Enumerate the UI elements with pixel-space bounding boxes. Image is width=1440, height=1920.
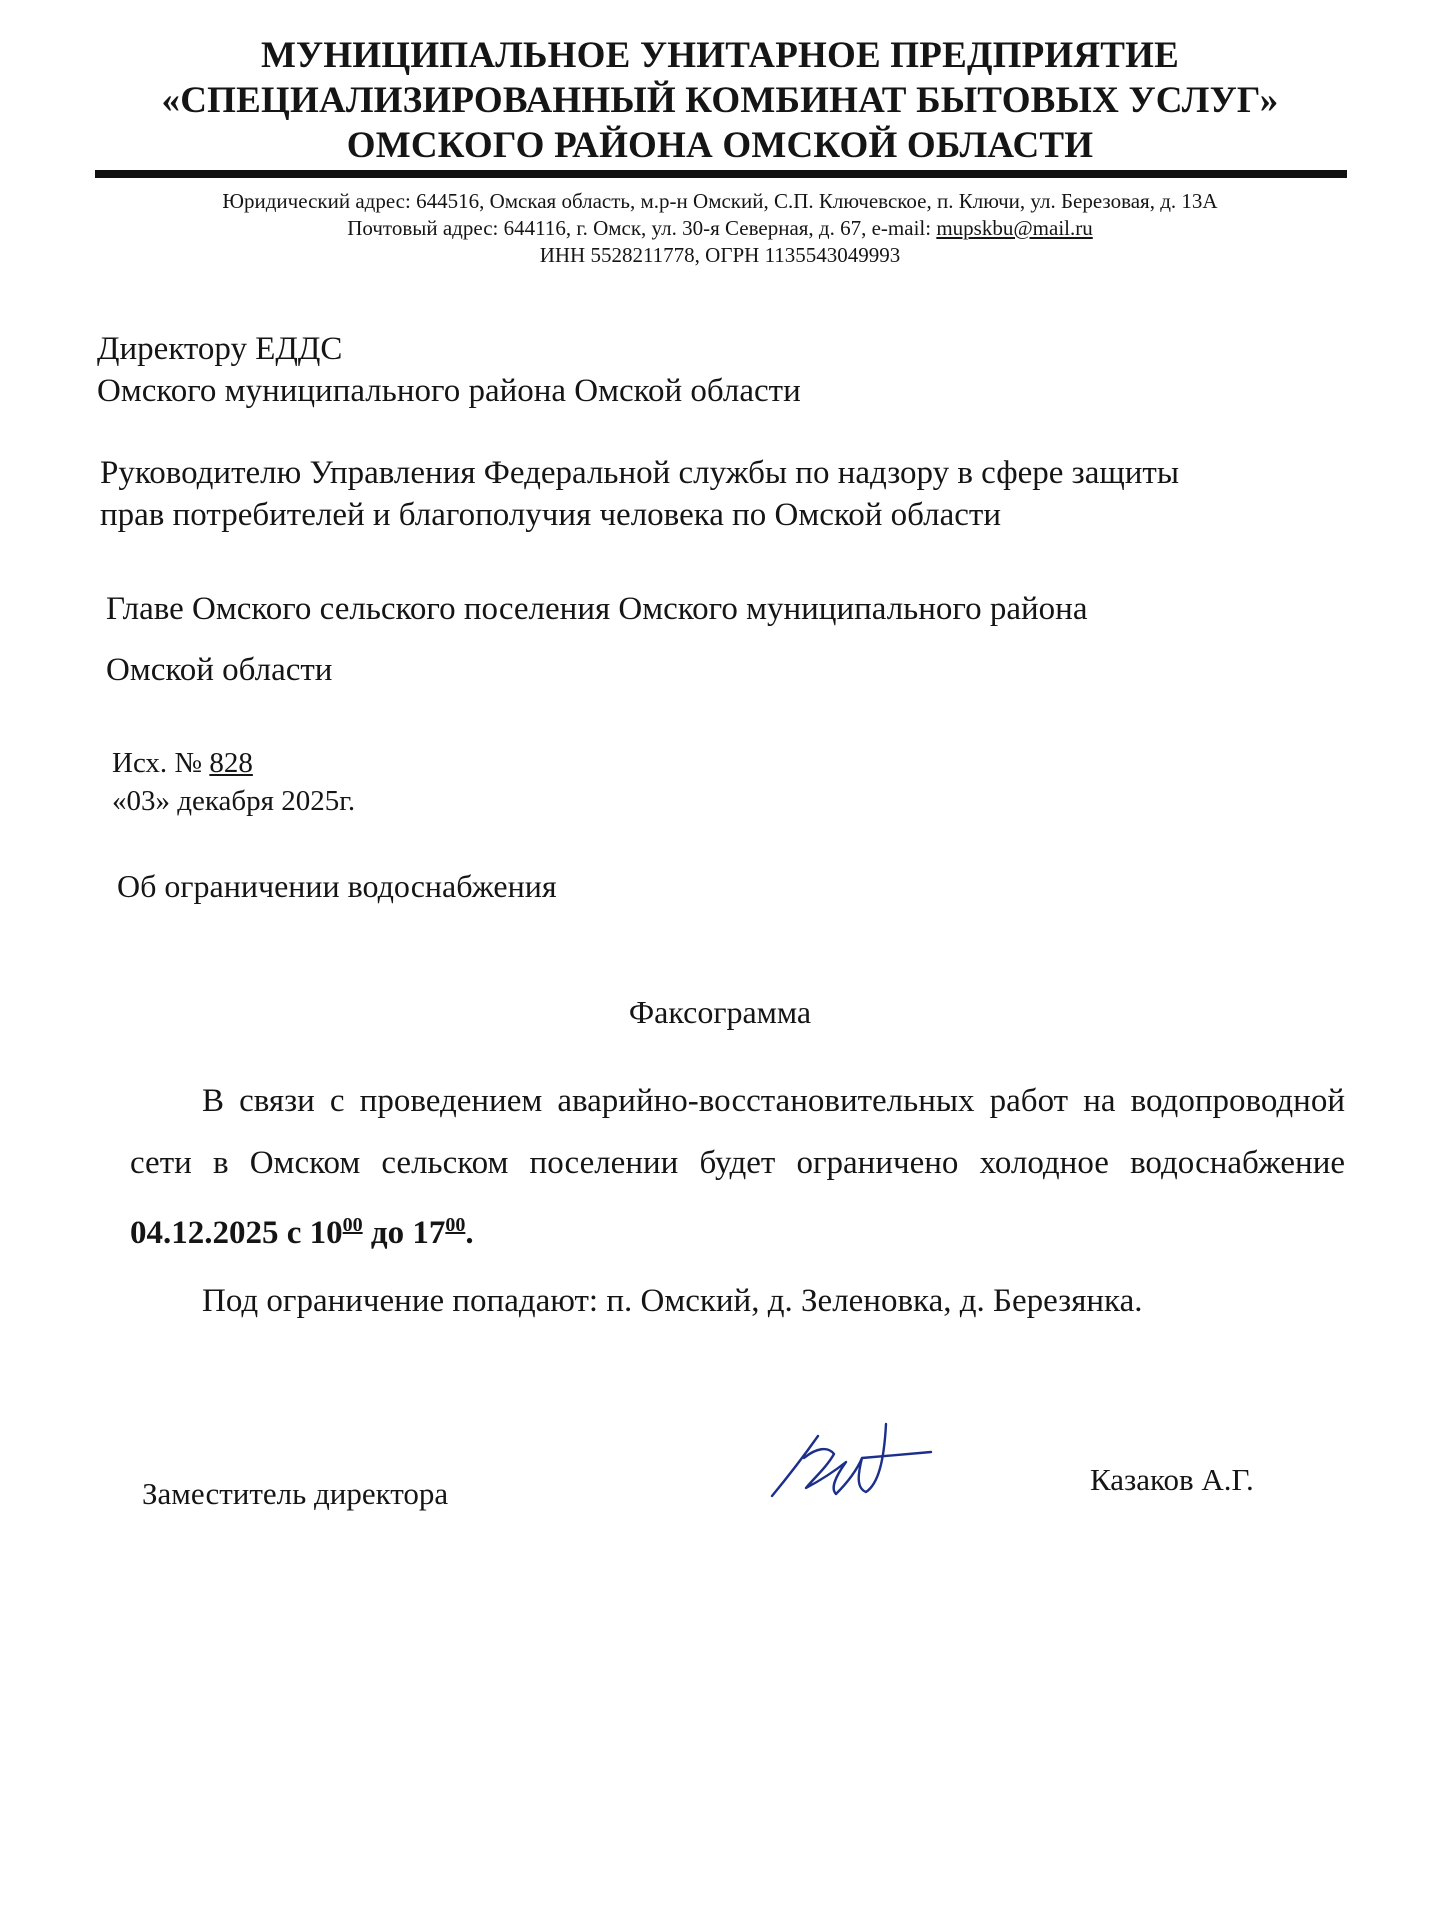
body-paragraph-1-text: В связи с проведением аварийно-восстановительных работ на водопроводной сети в Омском сельском поселении будет ограничено холодное водоснабжение <box>130 1083 1345 1181</box>
header-divider <box>95 170 1347 178</box>
postal-address-text: Почтовый адрес: 644116, г. Омск, ул. 30-я Северная, д. 67, e-mail: <box>347 216 937 240</box>
recipient-line: Руководителю Управления Федеральной службы по надзору в сфере защиты <box>100 455 1180 491</box>
recipient-line: Омского муниципального района Омской области <box>97 373 801 409</box>
signer-position: Заместитель директора <box>142 1476 449 1511</box>
handwritten-signature <box>766 1418 936 1508</box>
document-body <box>130 1070 1345 1332</box>
outgoing-number-label: Исх. № <box>112 747 210 779</box>
org-title-line-1: МУНИЦИПАЛЬНОЕ УНИТАРНОЕ ПРЕДПРИЯТИЕ <box>260 35 1180 76</box>
document-subject: Об ограничении водоснабжения <box>117 868 557 904</box>
recipient-line: Омской области <box>106 652 333 688</box>
legal-address: Юридический адрес: 644516, Омская область, м.р-н Омский, С.П. Ключевское, п. Ключи, ул. Березовая, д. 13А <box>222 189 1218 213</box>
period-end: . <box>465 1215 474 1251</box>
organization-requisites <box>0 188 1440 269</box>
to-minutes: 00 <box>445 1214 466 1236</box>
org-title-line-2: «СПЕЦИАЛИЗИРОВАННЫЙ КОМБИНАТ БЫТОВЫХ УСЛУГ» <box>161 80 1279 121</box>
from-minutes: 00 <box>342 1214 363 1236</box>
postal-address <box>0 215 1440 242</box>
body-paragraph-1 <box>130 1070 1345 1264</box>
restriction-date-from: 04.12.2025 с 10 <box>130 1215 343 1251</box>
organization-title <box>0 33 1440 168</box>
outgoing-number-value: 828 <box>209 747 253 779</box>
outgoing-number <box>112 744 355 782</box>
outgoing-reference <box>112 744 355 820</box>
recipient-settlement-head <box>106 588 1087 710</box>
recipient-edds <box>97 328 801 412</box>
restriction-period <box>130 1215 474 1251</box>
recipient-line: прав потребителей и благополучия человека по Омской области <box>100 497 1001 533</box>
restriction-to: до 17 <box>362 1215 446 1251</box>
signer-name: Казаков А.Г. <box>1090 1462 1254 1497</box>
recipient-rospotrebnadzor <box>100 452 1179 536</box>
recipient-line: Главе Омского сельского поселения Омского муниципального района <box>106 591 1088 627</box>
org-title-line-3: ОМСКОГО РАЙОНА ОМСКОЙ ОБЛАСТИ <box>346 125 1094 166</box>
document-type-title: Факсограмма <box>628 994 812 1030</box>
registry-numbers: ИНН 5528211778, ОГРН 1135543049993 <box>539 243 901 267</box>
body-paragraph-2: Под ограничение попадают: п. Омский, д. Зеленовка, д. Березянка. <box>202 1283 1143 1319</box>
email-link[interactable]: mupskbu@mail.ru <box>936 216 1093 240</box>
outgoing-date: «03» декабря 2025г. <box>112 785 356 817</box>
recipient-line: Директору ЕДДС <box>97 331 343 367</box>
